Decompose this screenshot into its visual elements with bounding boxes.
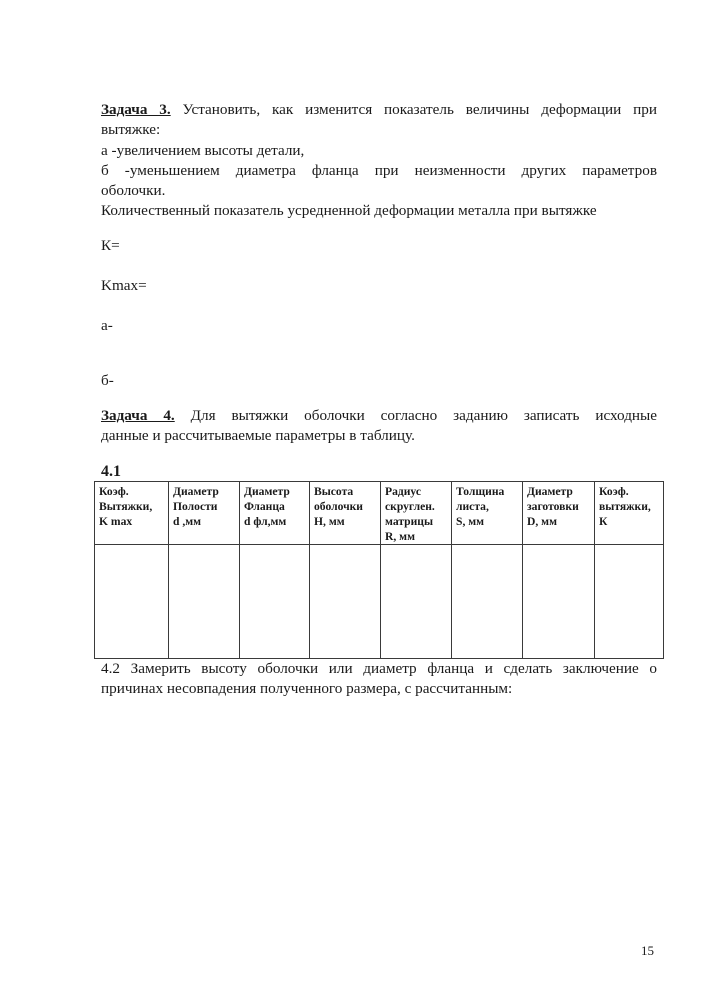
task4-label: Задача 4.	[101, 407, 175, 424]
cell-k-max[interactable]	[95, 545, 169, 659]
parameters-table	[94, 481, 664, 659]
header-die-radius: Радиус скруглен. матрицы R, мм	[381, 482, 452, 545]
task3-quantity-line: Количественный показатель усредненной деформации металла при вытяжке	[101, 202, 597, 219]
task3-heading-line	[101, 100, 657, 120]
answer-b-label: б-	[101, 372, 114, 389]
section-4-2-line1	[101, 659, 657, 679]
answer-a-label: а-	[101, 317, 113, 334]
section-4-2-text: 4.2 Замерить высоту оболочки или диаметр фланца и сделать заключение о	[101, 660, 657, 677]
task3-text-line1: Установить, как изменится показатель величины деформации при	[170, 101, 657, 118]
table-header-row	[95, 482, 664, 545]
section-4-2-line2: причинах несовпадения полученного размера, с рассчитанным:	[101, 680, 513, 697]
header-flange-diameter: Диаметр Фланца d фл,мм	[240, 482, 310, 545]
header-blank-diameter: Диаметр заготовки D, мм	[523, 482, 595, 545]
header-cavity-diameter: Диаметр Полости d ,мм	[169, 482, 240, 545]
task3-label: Задача 3.	[101, 101, 171, 118]
task3-item-b-line1	[101, 161, 657, 181]
section-4-1-label: 4.1	[101, 463, 121, 480]
cell-shell-height[interactable]	[310, 545, 381, 659]
cell-cavity-diameter[interactable]	[169, 545, 240, 659]
task3-text-line2: вытяжке:	[101, 121, 161, 138]
header-k-max: Коэф. Вытяжки, K max	[95, 482, 169, 545]
task4-heading-line	[101, 406, 657, 426]
task3-item-a: а -увеличением высоты детали,	[101, 142, 305, 159]
kmax-label: Kmax=	[101, 277, 147, 294]
table-row	[95, 545, 664, 659]
header-shell-height: Высота оболочки H, мм	[310, 482, 381, 545]
page-number: 15	[641, 943, 654, 958]
cell-k[interactable]	[595, 545, 664, 659]
cell-sheet-thickness[interactable]	[452, 545, 523, 659]
header-k: Коэф. вытяжки, К	[595, 482, 664, 545]
k-label: К=	[101, 237, 120, 254]
cell-die-radius[interactable]	[381, 545, 452, 659]
task4-text-line2: данные и рассчитываемые параметры в таблицу.	[101, 427, 415, 444]
cell-flange-diameter[interactable]	[240, 545, 310, 659]
cell-blank-diameter[interactable]	[523, 545, 595, 659]
header-sheet-thickness: Толщина листа, S, мм	[452, 482, 523, 545]
task3-item-b-text: б -уменьшением диаметра фланца при неизменности других параметров	[101, 162, 657, 179]
task3-item-b-line2: оболочки.	[101, 182, 166, 199]
task4-text-line1: Для вытяжки оболочки согласно заданию записать исходные	[174, 407, 657, 424]
